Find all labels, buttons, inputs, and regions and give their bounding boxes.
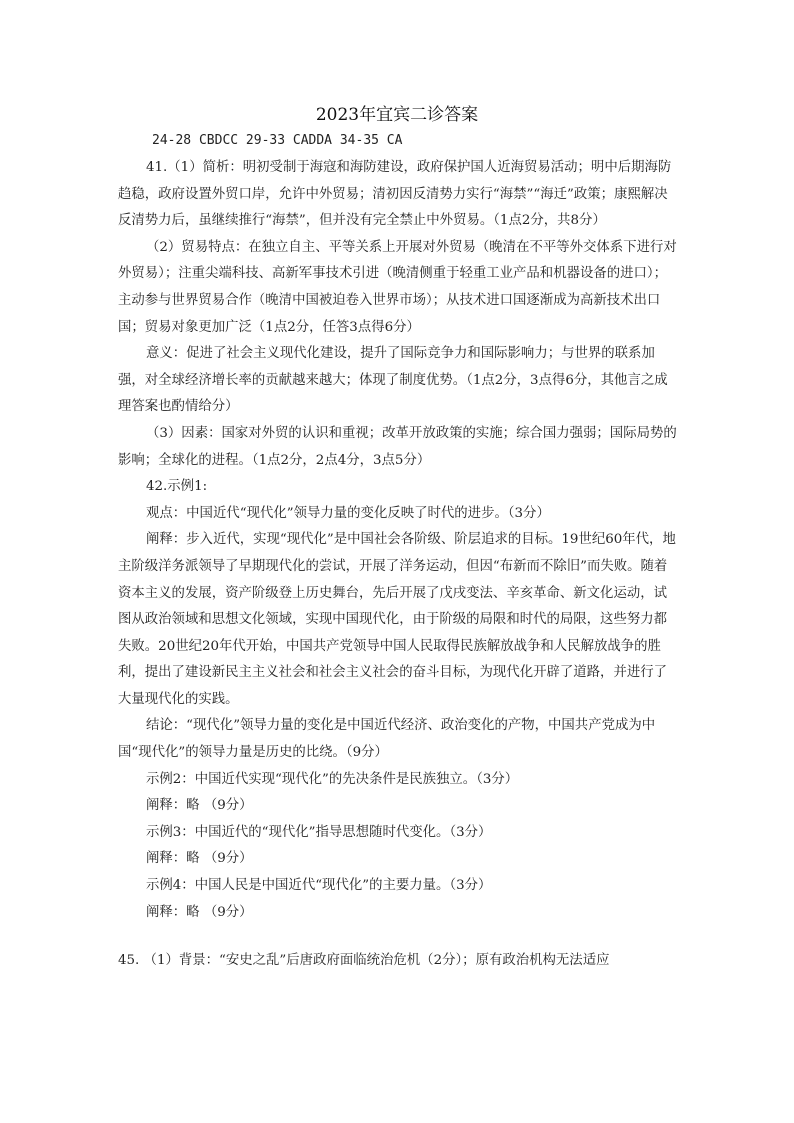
answer-body	[118, 155, 678, 975]
q45-part1: 45. （1）背景：“安史之乱”后唐政府面临统治危机（2分）；原有政治机构无法适应	[118, 953, 610, 969]
q42-example1-explanation: 阐释：步入近代，实现“现代化”是中国社会各阶级、阶层追求的目标。19世纪60年代，地主阶级洋务派领导了早期现代化的尝试，开展了洋务运动，但因“布新而不除旧”而失败。随着资本主义的发展，资产阶级登上历史舞台，先后开展了戊戌变法、辛亥革命、新文化运动，试图从政治领域和思想文化领域，实现中国现代化，由于阶级的局限和时代的局限，这些努力都失败。20世纪20年代开始，中国共产党领导中国人民取得民族解放战争和人民解放战争的胜利，提出了建设新民主主义社会和社会主义社会的奋斗目标，为现代化开辟了道路，并进行了大量现代化的实践。	[118, 532, 676, 707]
q42-example4: 示例4：中国人民是中国近代“现代化”的主要力量。（3分）	[146, 878, 492, 894]
q42-example3-explanation: 阐释：略 （9分）	[146, 851, 253, 867]
q42-example1-viewpoint: 观点：中国近代“现代化”领导力量的变化反映了时代的进步。（3分）	[146, 505, 550, 521]
multiple-choice-answers: 24-28 CBDCC 29-33 CADDA 34-35 CA	[152, 133, 403, 148]
q41-part2-features: （2）贸易特点：在独立自主、平等关系上开展对外贸易（晚清在不平等外交体系下进行对外贸易）；注重尖端科技、高新军事技术引进（晚清侧重于轻重工业产品和机器设备的进口）；主动参与世界贸易合作（晚清中国被迫卷入世界市场）；从技术进口国逐渐成为高新技术出口国；贸易对象更加广泛（1点2分，任答3点得6分）	[118, 239, 677, 335]
q42-example3: 示例3：中国近代的“现代化”指导思想随时代变化。（3分）	[146, 824, 492, 840]
q41-part2-significance: 意义：促进了社会主义现代化建设，提升了国际竞争力和国际影响力；与世界的联系加强，对全球经济增长率的贡献越来越大；体现了制度优势。（1点2分，3点得6分，其他言之成理答案也酌情给分）	[118, 346, 668, 415]
q42-example2: 示例2：中国近代实现“现代化”的先决条件是民族独立。（3分）	[146, 771, 519, 787]
document-title: 2023年宜宾二诊答案	[315, 105, 479, 125]
q42-example1-conclusion: 结论：“现代化”领导力量的变化是中国近代经济、政治变化的产物，中国共产党成为中国“现代化”的领导力量是历史的比绕。（9分）	[118, 718, 656, 761]
q42-example4-explanation: 阐释：略 （9分）	[146, 904, 253, 920]
q42-example1-heading: 42.示例1:	[146, 479, 208, 495]
q41-part1: 41.（1）简析：明初受制于海寇和海防建设，政府保护国人近海贸易活动；明中后期海防趋稳，政府设置外贸口岸，允许中外贸易；清初因反清势力实行“海禁”“海迁”政策；康熙解决反清势力后，虽继续推行“海禁”，但并没有完全禁止中外贸易。（1点2分，共8分）	[118, 160, 672, 229]
q41-part3: （3）因素：国家对外贸的认识和重视；改革开放政策的实施；综合国力强弱；国际局势的影响；全球化的进程。（1点2分，2点4分，3点5分）	[118, 425, 677, 468]
q42-example2-explanation: 阐释：略 （9分）	[146, 798, 253, 814]
section-spacer	[118, 926, 678, 948]
